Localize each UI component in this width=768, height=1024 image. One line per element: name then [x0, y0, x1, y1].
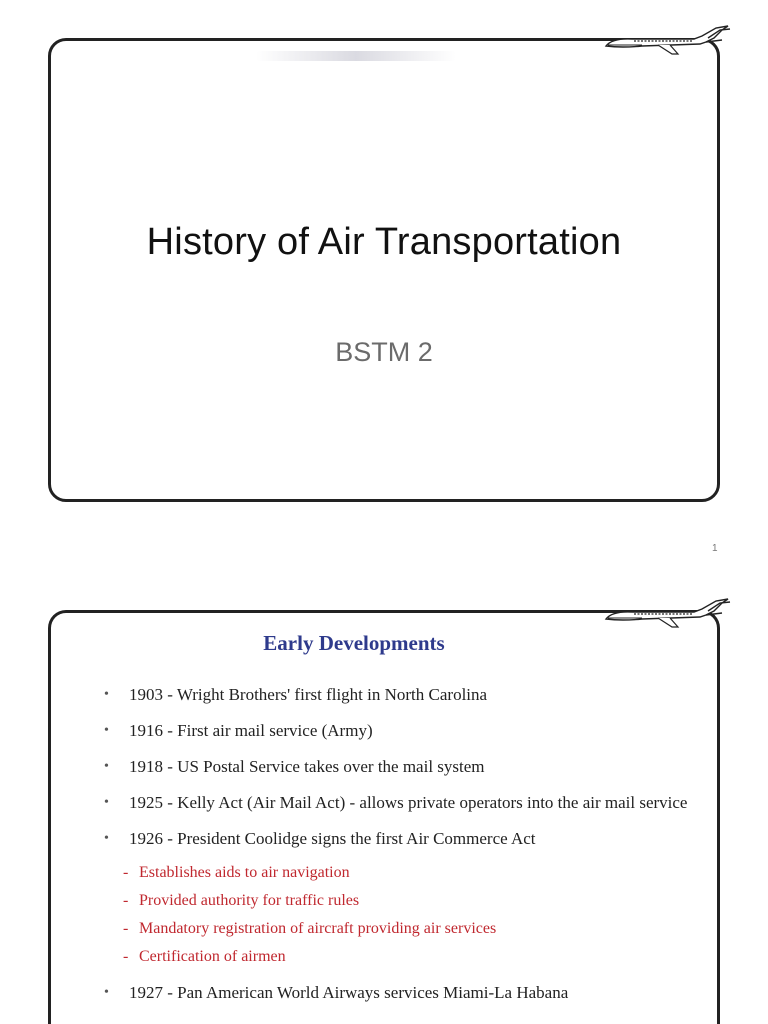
bullet-text: 1916 - First air mail service (Army)	[129, 721, 373, 740]
page-number: 1	[712, 543, 718, 554]
sub-bullet-marker: -	[123, 948, 129, 965]
bullet-text: 1903 - Wright Brothers' first flight in North Carolina	[129, 685, 488, 704]
bullet-marker: •	[104, 723, 109, 738]
airplane-icon	[602, 597, 734, 635]
bullet-marker: •	[104, 985, 109, 1000]
bullet-item	[104, 757, 689, 777]
bullet-marker: •	[104, 831, 109, 846]
sub-bullet-marker: -	[123, 864, 129, 881]
sub-bullet-text: Provided authority for traffic rules	[139, 892, 360, 909]
bullet-item	[104, 721, 689, 741]
slide-1	[48, 38, 720, 502]
bullet-item	[104, 793, 689, 813]
bullet-text: 1927 - Pan American World Airways services Miami-La Habana	[129, 983, 569, 1002]
sub-bullet-item	[123, 863, 689, 883]
bullet-item	[104, 829, 689, 967]
sub-bullet-marker: -	[123, 920, 129, 937]
bullet-text: 1925 - Kelly Act (Air Mail Act) - allows private operators into the air mail service	[129, 793, 688, 812]
bullet-marker: •	[104, 687, 109, 702]
sub-bullet-text: Establishes aids to air navigation	[139, 864, 350, 881]
bullet-item	[104, 983, 689, 1003]
slide-2	[48, 610, 720, 1024]
bullet-marker: •	[104, 795, 109, 810]
sub-bullet-text: Certification of airmen	[139, 948, 286, 965]
slide-title: History of Air Transportation	[146, 221, 622, 263]
bullet-text: 1926 - President Coolidge signs the first Air Commerce Act	[129, 829, 536, 848]
sub-bullet-item	[123, 947, 689, 967]
slide-subtitle: BSTM 2	[335, 337, 433, 367]
slide-title: Early Developments	[263, 631, 445, 655]
bullet-item	[104, 685, 689, 705]
sub-bullet-text: Mandatory registration of aircraft providing air services	[139, 920, 497, 937]
bullet-list	[104, 685, 689, 1019]
sub-bullet-item	[123, 891, 689, 911]
bullet-text: 1918 - US Postal Service takes over the mail system	[129, 757, 485, 776]
sub-bullet-item	[123, 919, 689, 939]
sub-bullet-list	[123, 863, 689, 967]
bullet-marker: •	[104, 759, 109, 774]
sub-bullet-marker: -	[123, 892, 129, 909]
faded-header-remnant	[256, 51, 456, 61]
airplane-icon	[602, 24, 734, 62]
